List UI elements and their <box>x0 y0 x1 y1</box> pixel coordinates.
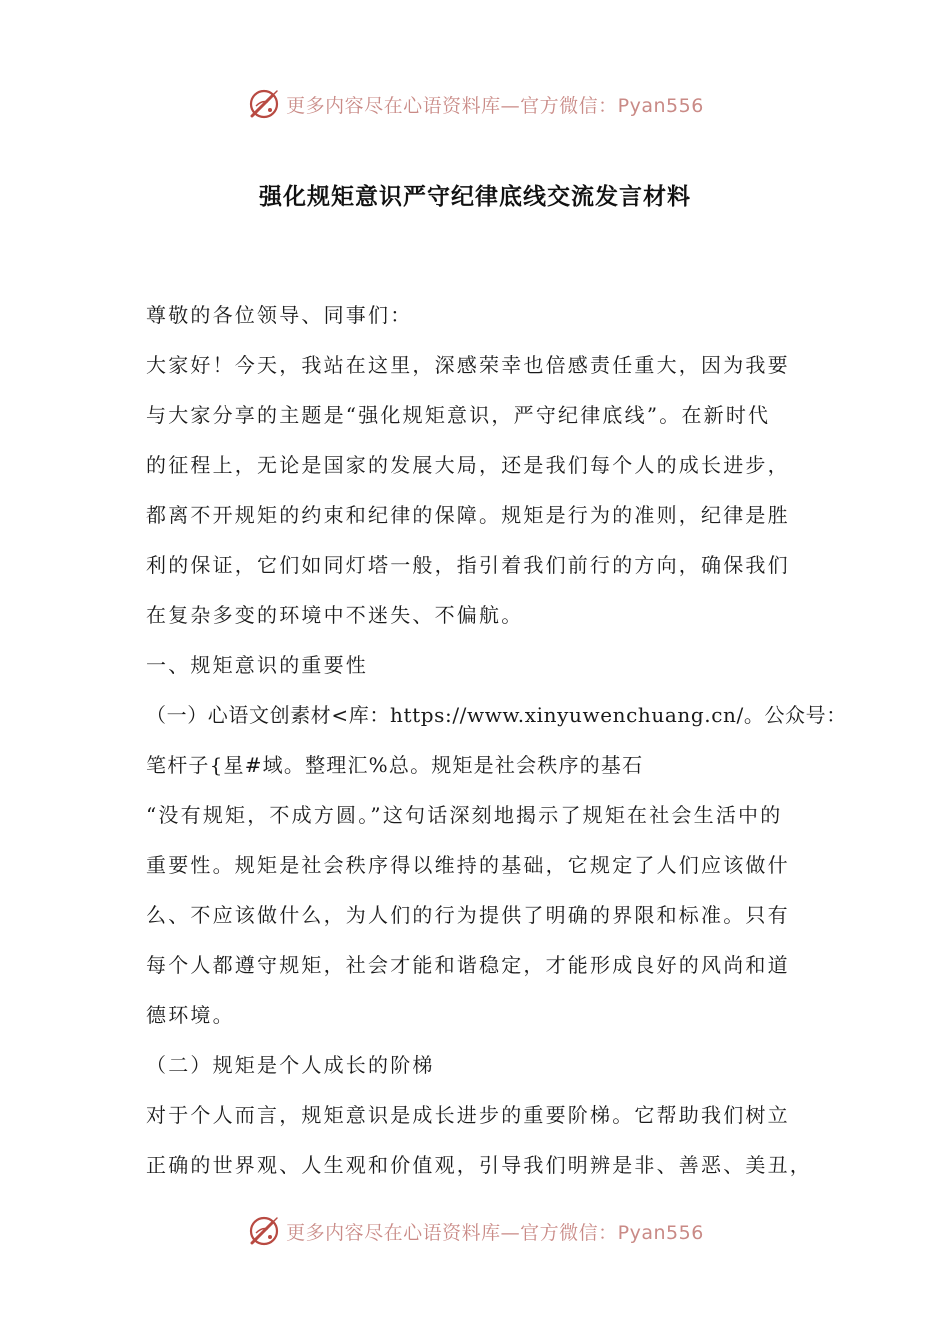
subsection-heading: （二）规矩是个人成长的阶梯 <box>146 1053 435 1077</box>
body-line: 每个人都遵守规矩，社会才能和谐稳定，才能形成良好的风尚和道 <box>146 953 790 977</box>
body-line: 笔杆子{星#域。整理汇%总。规矩是社会秩序的基石 <box>146 753 644 777</box>
document-body <box>146 293 847 1193</box>
body-line: 对于个人而言，规矩意识是成长进步的重要阶梯。它帮助我们树立 <box>146 1103 790 1127</box>
footer-banner <box>0 1211 950 1251</box>
header-banner <box>0 84 950 124</box>
body-line: 大家好！今天，我站在这里，深感荣幸也倍感责任重大，因为我要 <box>146 353 790 377</box>
banner-text <box>286 91 704 118</box>
banner-content <box>246 1213 704 1249</box>
body-line: 的征程上，无论是国家的发展大局，还是我们每个人的成长进步， <box>146 453 790 477</box>
section-heading: 一、规矩意识的重要性 <box>146 653 368 677</box>
banner-label: 更多内容尽在心语资料库—官方微信： <box>286 1221 618 1244</box>
body-line: 与大家分享的主题是“强化规矩意识，严守纪律底线”。在新时代 <box>146 403 771 427</box>
banner-content <box>246 86 704 122</box>
body-line: 重要性。规矩是社会秩序得以维持的基础，它规定了人们应该做什 <box>146 853 790 877</box>
body-line: 正确的世界观、人生观和价值观，引导我们明辨是非、善恶、美丑， <box>146 1153 812 1177</box>
banner-wechat-id: Pyan556 <box>617 1221 704 1244</box>
subsection-heading: （一）心语文创素材<库：https://www.xinyuwenchuang.cn/。公众号： <box>146 703 847 727</box>
body-line: 尊敬的各位领导、同事们： <box>146 303 413 327</box>
body-line: 么、不应该做什么，为人们的行为提供了明确的界限和标准。只有 <box>146 903 790 927</box>
banner-label: 更多内容尽在心语资料库—官方微信： <box>286 94 618 117</box>
banner-wechat-id: Pyan556 <box>617 94 704 117</box>
body-line: 德环境。 <box>146 1003 235 1027</box>
pen-logo-icon <box>246 1213 282 1249</box>
document-title: 强化规矩意识严守纪律底线交流发言材料 <box>259 184 691 210</box>
body-line: “没有规矩，不成方圆。”这句话深刻地揭示了规矩在社会生活中的 <box>146 803 783 827</box>
body-line: 都离不开规矩的约束和纪律的保障。规矩是行为的准则，纪律是胜 <box>146 503 790 527</box>
banner-text <box>286 1218 704 1245</box>
pen-logo-icon <box>246 86 282 122</box>
body-line: 在复杂多变的环境中不迷失、不偏航。 <box>146 603 524 627</box>
body-line: 利的保证，它们如同灯塔一般，指引着我们前行的方向，确保我们 <box>146 553 790 577</box>
